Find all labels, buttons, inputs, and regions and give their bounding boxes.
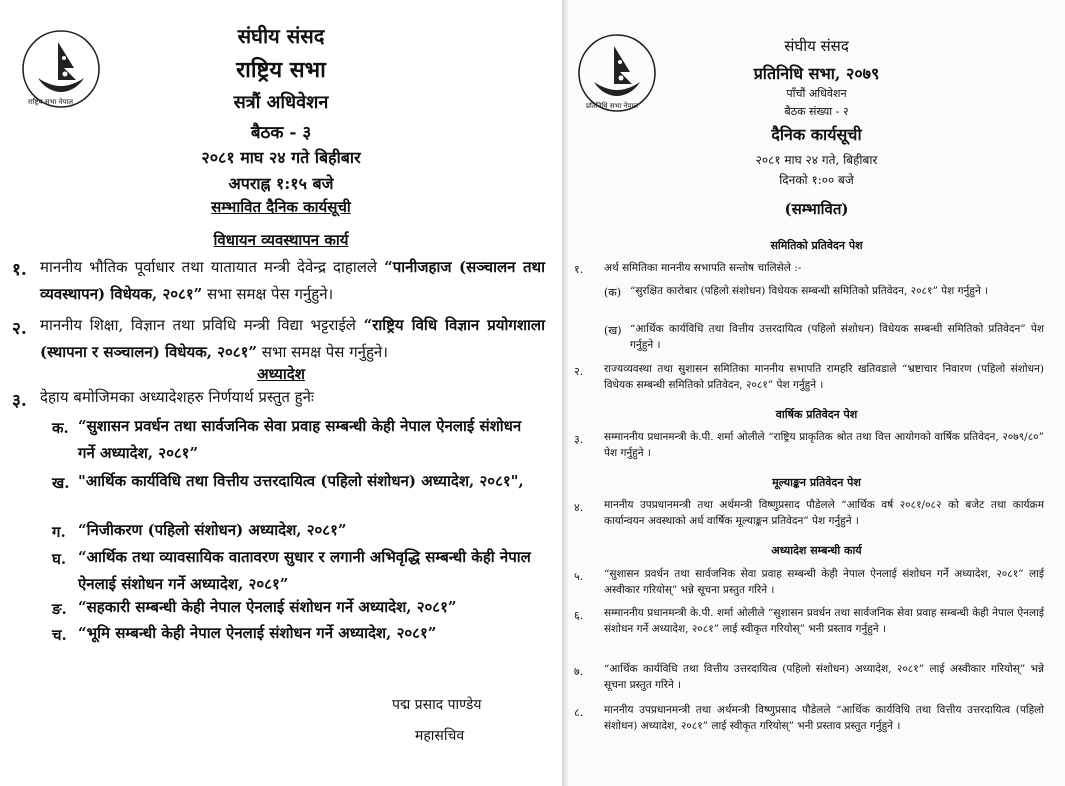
subitem-label: ख. [52, 474, 70, 492]
item-number: ३. [574, 433, 584, 446]
item-text: सभा समक्ष पेस गर्नुहुने। [202, 285, 334, 303]
item-number: ३. [12, 391, 27, 411]
agenda-title: सम्भावित दैनिक कार्यसूची [211, 198, 351, 216]
section-heading-committee-report: समितिको प्रतिवेदन पेश [770, 239, 863, 252]
agenda-subitem: “सुरक्षित कारोबार (पहिलो संशोधन) विधेयक सम्बन्धी समितिको प्रतिवेदन, २०८१” पेश गर्नुहुने । [630, 285, 989, 297]
agenda-item-7: “आर्थिक कार्यविधि तथा वित्तीय उत्तरदायित्व (पहिलो संशोधन) अध्यादेश, २०८१” लाई अस्वीकार गरियोस्” भन्ने सूचना प्रस्तुत गरिने । [604, 663, 1044, 691]
subitem-label: ङ. [52, 600, 67, 618]
meeting-number: बैठक - ३ [250, 123, 312, 143]
ordinance-item: “आर्थिक तथा व्यावसायिक वातावरण सुधार र लगानी अभिवृद्धि सम्बन्धी केही नेपाल ऐनलाई संशोधन गर्ने अध्यादेश, २०८१” [78, 548, 531, 593]
meeting-number: बैठक संख्या - २ [784, 105, 849, 118]
agenda-item-2: राज्यव्यवस्था तथा सुशासन समितिका माननीय सभापति रामहरि खतिवडाले “भ्रष्टाचार निवारण (पहिलो संशोधन) विधेयक सम्बन्धी समितिको प्रतिवेदन, २०८१” पेश गर्नुहुने । [604, 363, 1044, 391]
session-heading: सत्रौं अधिवेशन [233, 92, 329, 113]
federal-parliament-heading: संघीय संसद [784, 37, 849, 55]
agenda-item-1 [40, 254, 545, 308]
item-number: २. [574, 365, 584, 378]
section-heading-legislation: विधायन व्यवस्थापन कार्य [213, 231, 349, 249]
ordinance-item: “निजीकरण (पहिलो संशोधन) अध्यादेश, २०८१” [78, 521, 347, 539]
ordinance-item: “भूमि सम्बन्धी केही नेपाल ऐनलाई संशोधन गर्ने अध्यादेश, २०८१” [78, 624, 437, 642]
ordinance-item: “सहकारी सम्बन्धी केही नेपाल ऐनलाई संशोधन गर्ने अध्यादेश, २०८१” [78, 598, 457, 616]
bill-title: “पानीजहाज (सञ्चालन तथा व्यवस्थापन) विधेयक, २०८१” [40, 258, 546, 303]
agenda-item-8: माननीय उपप्रधानमन्त्री तथा अर्थमन्त्री विष्णुप्रसाद पौडेलले “आर्थिक कार्यविधि तथा वित्तीय उत्तरदायित्व (पहिलो संशोधन) अध्यादेश, २०८१” लाई स्वीकृत गरियोस्” भनी प्रस्ताव प्रस्तुत गर्नुहुने । [604, 704, 1044, 732]
signatory-title: महासचिव [415, 728, 465, 744]
agenda-item-2 [40, 312, 545, 366]
item-number: ७. [574, 665, 584, 678]
ordinance-item: “सुशासन प्रवर्धन तथा सार्वजनिक सेवा प्रवाह सम्बन्धी केही नेपाल ऐनलाई संशोधन गर्ने अध्यादेश, २०८१” [78, 417, 522, 462]
meeting-time: अपराह्न १:१५ बजे [228, 174, 334, 193]
agenda-title: दैनिक कार्यसूची [771, 125, 862, 144]
subitem-label: (ख) [604, 324, 622, 337]
item-number: १. [12, 260, 27, 280]
item-number: १. [574, 263, 584, 276]
tentative-label: (सम्भावित) [784, 200, 849, 218]
subitem-label: ग. [52, 523, 66, 541]
signatory-name: पद्म प्रसाद पाण्डेय [392, 697, 482, 713]
meeting-date: २०८१ माघ २४ गते बिहीबार [201, 148, 361, 167]
section-heading-ordinance: अध्यादेश [257, 365, 305, 383]
item-text: माननीय शिक्षा, विज्ञान तथा प्रविधि मन्त्री विद्या भट्टराईले [40, 316, 364, 334]
section-heading-ordinance: अध्यादेश सम्बन्धी कार्य [771, 544, 862, 557]
federal-parliament-heading: संघीय संसद [237, 24, 325, 48]
agenda-item-5: “सुशासन प्रवर्धन तथा सार्वजनिक सेवा प्रवाह सम्बन्धी केही नेपाल ऐनलाई संशोधन गर्ने अध्यादेश, २०८१” लाई अस्वीकार गरियोस्” भन्ने सूचना प्रस्तुत गरिने । [604, 568, 1044, 596]
bill-title: “राष्ट्रिय विधि विज्ञान प्रयोगशाला (स्थापना र सञ्चालन) विधेयक, २०८१” [40, 316, 545, 361]
item-text: सभा समक्ष पेस गर्नुहुने। [257, 343, 388, 361]
session-heading: पाँचौं अधिवेशन [786, 87, 847, 100]
national-assembly-title: राष्ट्रिय सभा [236, 57, 326, 83]
meeting-time: दिनको १:०० बजे [779, 173, 854, 187]
meeting-date: २०८१ माघ २४ गते, बिहीबार [755, 153, 878, 167]
subitem-label: घ. [52, 550, 67, 568]
section-heading-evaluation-report: मूल्याङ्कन प्रतिवेदन पेश [772, 476, 861, 489]
item-text: माननीय भौतिक पूर्वाधार तथा यातायात मन्त्री देवेन्द्र दाहालले [40, 258, 385, 276]
item-number: ५. [574, 570, 584, 583]
agenda-item-4: माननीय उपप्रधानमन्त्री तथा अर्थमन्त्री विष्णुप्रसाद पौडेलले “आर्थिक वर्ष २०८१/०८२ को बजेट तथा कार्यक्रम कार्यान्वयन अवस्थाको अर्ध वार्षिक मूल्याङ्कन प्रतिवेदन” पेश गर्नुहुने । [604, 499, 1044, 527]
house-title: प्रतिनिधि सभा, २०७९ [753, 64, 880, 83]
agenda-item-6: सम्माननीय प्रधानमन्त्री के.पी. शर्मा ओलीले “सुशासन प्रवर्धन तथा सार्वजनिक सेवा प्रवाह सम्बन्धी केही नेपाल ऐनलाई संशोधन गर्ने अध्यादेश, २०८१” लाई स्वीकृत गरियोस्” भनी प्रस्ताव गर्नुहुने । [604, 607, 1044, 635]
agenda-subitem: “आर्थिक कार्यविधि तथा वित्तीय उत्तरदायित्व (पहिलो संशोधन) विधेयक सम्बन्धी समितिको प्रतिवेदन” पेश गर्नुहुने । [630, 323, 1044, 351]
agenda-item-3: देहाय बमोजिमका अध्यादेशहरु निर्णयार्थ प्रस्तुत हुनेः [40, 388, 314, 406]
section-heading-annual-report: वार्षिक प्रतिवेदन पेश [775, 408, 858, 421]
emblem-caption: प्रतिनिधि सभा नेपाल [586, 102, 638, 110]
house-of-representatives-agenda-page [568, 0, 1065, 786]
ordinance-item: "आर्थिक कार्यविधि तथा वित्तीय उत्तरदायित्व (पहिलो संशोधन) अध्यादेश, २०८१", [78, 472, 524, 490]
subitem-label: क. [52, 419, 69, 437]
agenda-item-1: अर्थ समितिका माननीय सभापति सन्तोष चालिसेले :- [604, 262, 802, 274]
subitem-label: च. [52, 626, 67, 644]
item-number: ६. [574, 609, 584, 622]
emblem-caption: राष्ट्रिय सभा नेपाल [28, 98, 73, 106]
agenda-item-3: सम्माननीय प्रधानमन्त्री के.पी. शर्मा ओलीले “राष्ट्रिय प्राकृतिक श्रोत तथा वित्त आयोगको वार्षिक प्रतिवेदन, २०७९/८०” पेश गर्नुहुने । [604, 431, 1044, 459]
item-number: ४. [574, 501, 584, 514]
subitem-label: (क) [604, 286, 622, 299]
item-number: २. [12, 319, 27, 339]
item-number: ८. [574, 706, 584, 719]
